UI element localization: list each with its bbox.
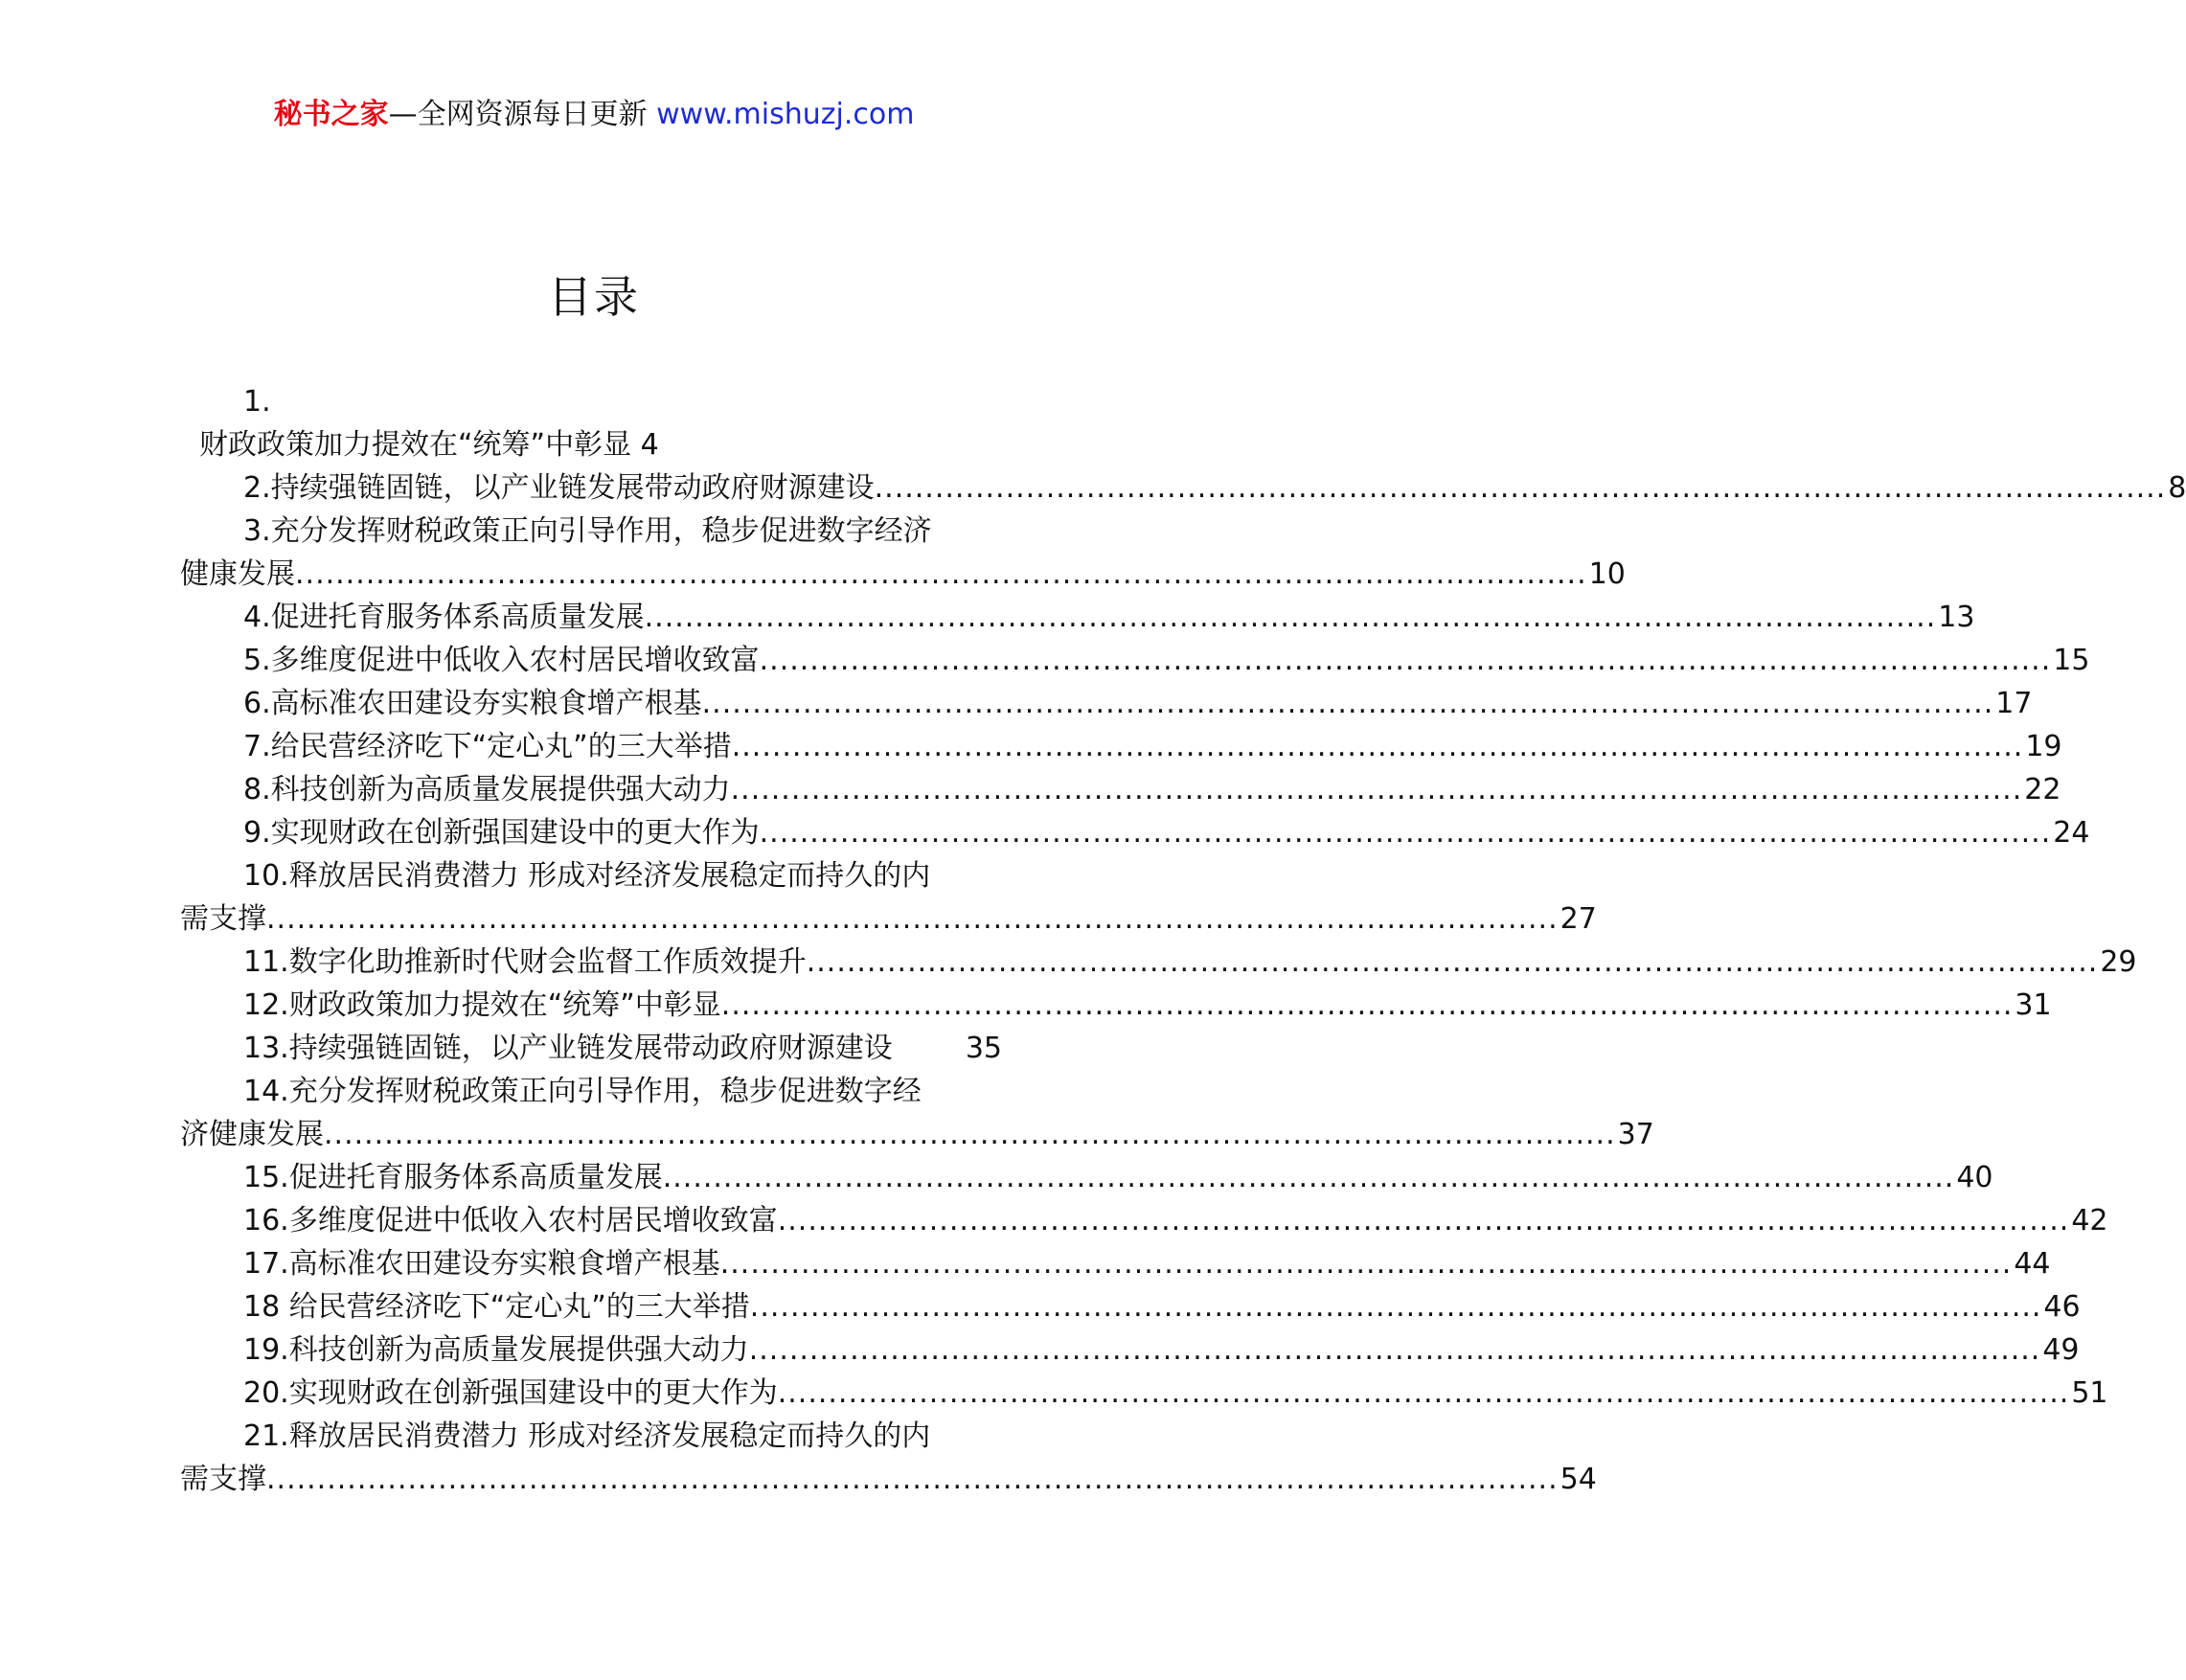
toc-leader-dots: ................................................................................................................................ [759, 644, 2052, 677]
brand-name: 秘书之家 [273, 98, 389, 131]
toc-entry-page: 4 [640, 428, 659, 462]
toc-entry-title: 17.高标准农田建设夯实粮食增产根基 [243, 1247, 720, 1281]
toc-leader-dots: ................................................................................................................................ [719, 1247, 2013, 1281]
toc-leader-dots: ................................................................................................................................ [777, 1376, 2070, 1410]
toc-entry-title: 9.实现财政在创新强国建设中的更大作为 [243, 816, 760, 850]
toc-entry-18[interactable] [180, 1285, 2081, 1328]
table-of-contents [180, 380, 2186, 1501]
toc-entry-title-continued: 需支撑 [180, 1463, 266, 1496]
toc-entry-11[interactable] [180, 941, 2137, 984]
toc-entry-page: 8 [2168, 471, 2186, 505]
toc-entry-page: 37 [1617, 1118, 1654, 1151]
toc-entry-15[interactable] [180, 1156, 1993, 1199]
toc-leader-dots: ................................................................................................................................ [324, 1118, 1616, 1151]
toc-entry-title: 13.持续强链固链，以产业链发展带动政府财源建设 [243, 1032, 893, 1065]
toc-entry-4[interactable] [180, 596, 1975, 639]
toc-entry-14-continued[interactable] [180, 1113, 1654, 1156]
toc-entry-page: 19 [2025, 730, 2062, 763]
toc-leader-dots: ................................................................................................................................ [644, 601, 1937, 634]
toc-leader-dots: ................................................................................................................................ [730, 773, 2023, 806]
toc-entry-title: 3.充分发挥财税政策正向引导作用，稳步促进数字经济 [243, 514, 932, 548]
toc-entry-page: 49 [2042, 1333, 2080, 1367]
toc-entry-21-continued[interactable] [180, 1458, 1597, 1501]
toc-entry-1[interactable] [180, 423, 1002, 466]
toc-entry-title: 财政政策加力提效在“统筹”中彰显 [199, 428, 632, 462]
toc-entry-page: 24 [2053, 816, 2090, 850]
toc-entry-title-continued: 需支撑 [180, 902, 266, 936]
toc-leader-dots: ................................................................................................................................ [806, 945, 2099, 979]
toc-leader-dots: ................................................................................................................................ [759, 816, 2052, 850]
toc-entry-title: 12.财政政策加力提效在“统筹”中彰显 [243, 988, 721, 1022]
toc-entry-title: 14.充分发挥财税政策正向引导作用，稳步促进数字经 [243, 1075, 922, 1108]
toc-entry-14[interactable] [180, 1070, 1002, 1113]
toc-entry-title-continued: 济健康发展 [180, 1118, 324, 1151]
toc-entry-page: 13 [1938, 601, 1975, 634]
toc-entry-7[interactable] [180, 725, 2062, 768]
toc-leader-dots: ................................................................................................................................ [720, 988, 2014, 1022]
toc-entry-title: 6.高标准农田建设夯实粮食增产根基 [243, 687, 702, 720]
toc-entry-12[interactable] [180, 984, 2052, 1027]
toc-entry-10[interactable] [180, 854, 1002, 897]
toc-entry-title: 11.数字化助推新时代财会监督工作质效提升 [243, 945, 807, 979]
toc-entry-title: 4.促进托育服务体系高质量发展 [243, 601, 645, 634]
toc-entry-page: 15 [2053, 644, 2090, 677]
toc-entry-21[interactable] [180, 1415, 1002, 1458]
toc-entry-title: 7.给民营经济吃下“定心丸”的三大举措 [243, 730, 732, 763]
toc-leader-dots: ................................................................................................................................ [266, 902, 1559, 936]
toc-entry-page: 40 [1956, 1161, 1993, 1194]
toc-entry-page: 29 [2100, 945, 2137, 979]
page-title: 目录 [548, 271, 640, 323]
toc-entry-6[interactable] [180, 682, 2033, 725]
site-url-link[interactable]: www.mishuzj.com [656, 98, 915, 131]
toc-leader-dots: ................................................................................................................................ [874, 471, 2167, 505]
toc-entry-title: 16.多维度促进中低收入农村居民增收致富 [243, 1204, 778, 1237]
toc-entry-title: 20.实现财政在创新强国建设中的更大作为 [243, 1376, 778, 1410]
toc-entry-10-continued[interactable] [180, 897, 1597, 941]
header-tagline: —全网资源每日更新 [388, 98, 648, 131]
toc-entry-3-continued[interactable] [180, 553, 1626, 596]
toc-entry-page: 46 [2043, 1290, 2081, 1324]
toc-entry-page: 44 [2014, 1247, 2051, 1281]
toc-entry-13[interactable] [180, 1027, 1002, 1070]
toc-entry-9[interactable] [180, 811, 2090, 854]
toc-entry-title: 8.科技创新为高质量发展提供强大动力 [243, 773, 731, 806]
toc-entry-1-number: 1. [243, 385, 271, 419]
toc-entry-page: 54 [1560, 1463, 1597, 1496]
toc-leader-dots: ................................................................................................................................ [662, 1161, 1955, 1194]
toc-leader-dots: ................................................................................................................................ [266, 1463, 1559, 1496]
toc-entry-title: 10.释放居民消费潜力 形成对经济发展稳定而持久的内 [243, 859, 931, 893]
toc-leader-dots: ................................................................................................................................ [777, 1204, 2070, 1237]
toc-entry-title: 21.释放居民消费潜力 形成对经济发展稳定而持久的内 [243, 1419, 931, 1453]
toc-leader-dots: ................................................................................................................................ [295, 557, 1587, 591]
toc-entry-page: 27 [1560, 902, 1597, 936]
toc-leader-dots: ................................................................................................................................ [731, 730, 2024, 763]
toc-entry-page: 22 [2024, 773, 2061, 806]
toc-entry-title: 18 给民营经济吃下“定心丸”的三大举措 [243, 1290, 750, 1324]
toc-entry-page: 51 [2071, 1376, 2108, 1410]
toc-entry-page: 17 [1995, 687, 2033, 720]
toc-entry-title-continued: 健康发展 [180, 557, 295, 591]
toc-entry-page: 35 [965, 1032, 1002, 1065]
toc-entry-3[interactable] [180, 510, 1002, 553]
toc-entry-20[interactable] [180, 1372, 2108, 1415]
toc-leader-dots: ................................................................................................................................ [749, 1290, 2042, 1324]
toc-entry-17[interactable] [180, 1242, 2051, 1285]
toc-entry-page: 10 [1588, 557, 1626, 591]
toc-entry-title: 15.促进托育服务体系高质量发展 [243, 1161, 663, 1194]
toc-entry-page: 42 [2071, 1204, 2108, 1237]
toc-entry-title: 19.科技创新为高质量发展提供强大动力 [243, 1333, 749, 1367]
toc-entry-8[interactable] [180, 768, 2061, 811]
toc-entry-title: 2.持续强链固链，以产业链发展带动政府财源建设 [243, 471, 875, 505]
toc-entry-page: 31 [2015, 988, 2052, 1022]
toc-entry-16[interactable] [180, 1199, 2108, 1242]
toc-entry-2[interactable] [180, 466, 2186, 510]
toc-entry-5[interactable] [180, 639, 2090, 682]
toc-leader-dots: ................................................................................................................................ [701, 687, 1994, 720]
toc-entry-19[interactable] [180, 1328, 2080, 1372]
site-header [0, 96, 1188, 134]
toc-entry-title: 5.多维度促进中低收入农村居民增收致富 [243, 644, 760, 677]
toc-leader-dots: ................................................................................................................................ [748, 1333, 2041, 1367]
